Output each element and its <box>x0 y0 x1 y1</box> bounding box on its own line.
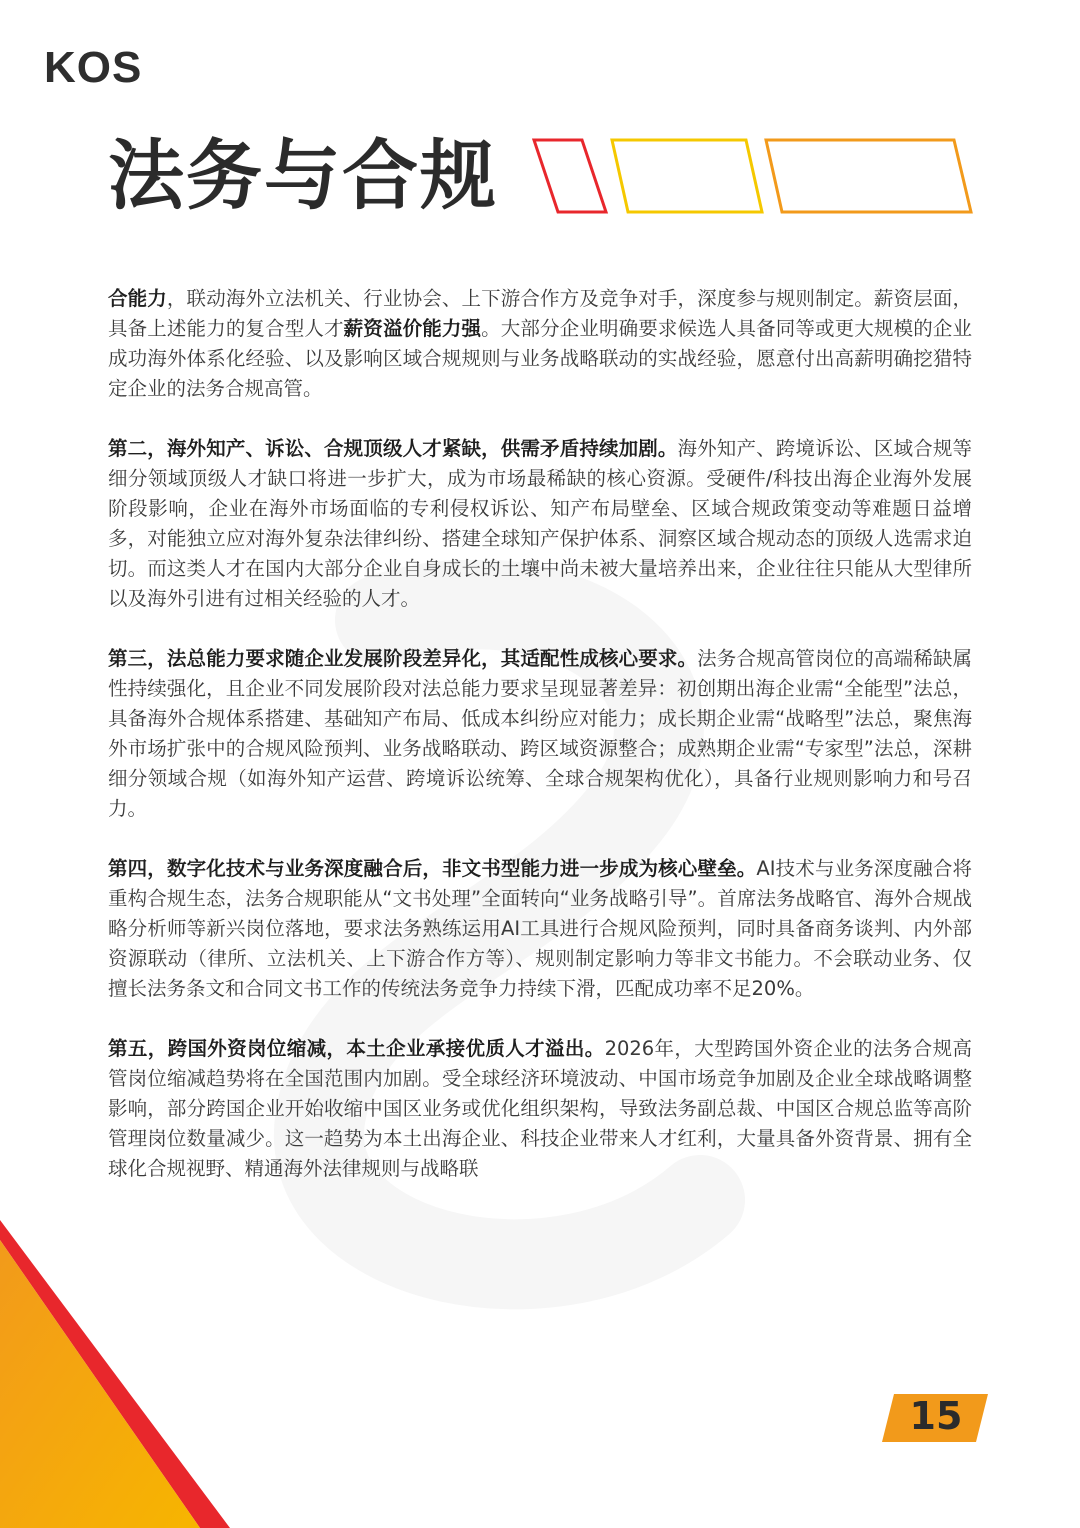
page-number: 15 <box>909 1394 963 1438</box>
corner-decoration <box>0 1220 230 1528</box>
kos-logo: KOS <box>44 43 143 92</box>
orange-parallelogram <box>766 140 971 212</box>
body-text <box>108 284 972 1214</box>
paragraph-1: 合能力，联动海外立法机关、行业协会、上下游合作方及竞争对手，深度参与规则制定。薪资层面，具备上述能力的复合型人才薪资溢价能力强。大部分企业明确要求候选人具备同等或更大规模的企业成功海外体系化经验、以及影响区域合规规则与业务战略联动的实战经验，愿意付出高薪明确挖猎特定企业的法务合规高管。 <box>108 287 972 400</box>
page-title: 法务与合规 <box>108 131 498 220</box>
paragraph-5: 第五，跨国外资岗位缩减，本土企业承接优质人才溢出。2026年，大型跨国外资企业的法务合规高管岗位缩减趋势将在全国范围内加剧。受全球经济环境波动、中国市场竞争加剧及企业全球战略调整影响，部分跨国企业开始收缩中国区业务或优化组织架构，导致法务副总裁、中国区合规总监等高阶管理岗位数量减少。这一趋势为本土出海企业、科技企业带来人才红利，大量具备外资背景、拥有全球化合规视野、精通海外法律规则与战略联 <box>108 1037 972 1180</box>
yellow-parallelogram <box>612 140 762 212</box>
decorative-parallelograms <box>530 138 975 214</box>
paragraph-4: 第四，数字化技术与业务深度融合后，非文书型能力进一步成为核心壁垒。AI技术与业务深度融合将重构合规生态，法务合规职能从“文书处理”全面转向“业务战略引导”。首席法务战略官、海外合规战略分析师等新兴岗位落地，要求法务熟练运用AI工具进行合规风险预判，同时具备商务谈判、内外部资源联动（律所、立法机关、上下游合作方等）、规则制定影响力等非文书能力。不会联动业务、仅擅长法务条文和合同文书工作的传统法务竞争力持续下滑，匹配成功率不足20%。 <box>108 857 972 1000</box>
red-parallelogram <box>534 140 606 212</box>
paragraph-2: 第二，海外知产、诉讼、合规顶级人才紧缺，供需矛盾持续加剧。海外知产、跨境诉讼、区域合规等细分领域顶级人才缺口将进一步扩大，成为市场最稀缺的核心资源。受硬件/科技出海企业海外发展阶段影响，企业在海外市场面临的专利侵权诉讼、知产布局壁垒、区域合规政策变动等难题日益增多，对能独立应对海外复杂法律纠纷、搭建全球知产保护体系、洞察区域合规动态的顶级人选需求迫切。而这类人才在国内大部分企业自身成长的土壤中尚未被大量培养出来，企业往往只能从大型律所以及海外引进有过相关经验的人才。 <box>108 437 972 610</box>
paragraph-3: 第三，法总能力要求随企业发展阶段差异化，其适配性成核心要求。法务合规高管岗位的高端稀缺属性持续强化，且企业不同发展阶段对法总能力要求呈现显著差异：初创期出海企业需“全能型”法总，具备海外合规体系搭建、基础知产布局、低成本纠纷应对能力；成长期企业需“战略型”法总，聚焦海外市场扩张中的合规风险预判、业务战略联动、跨区域资源整合；成熟期企业需“专家型”法总，深耕细分领域合规（如海外知产运营、跨境诉讼统筹、全球合规架构优化），具备行业规则影响力和号召力。 <box>108 647 972 820</box>
